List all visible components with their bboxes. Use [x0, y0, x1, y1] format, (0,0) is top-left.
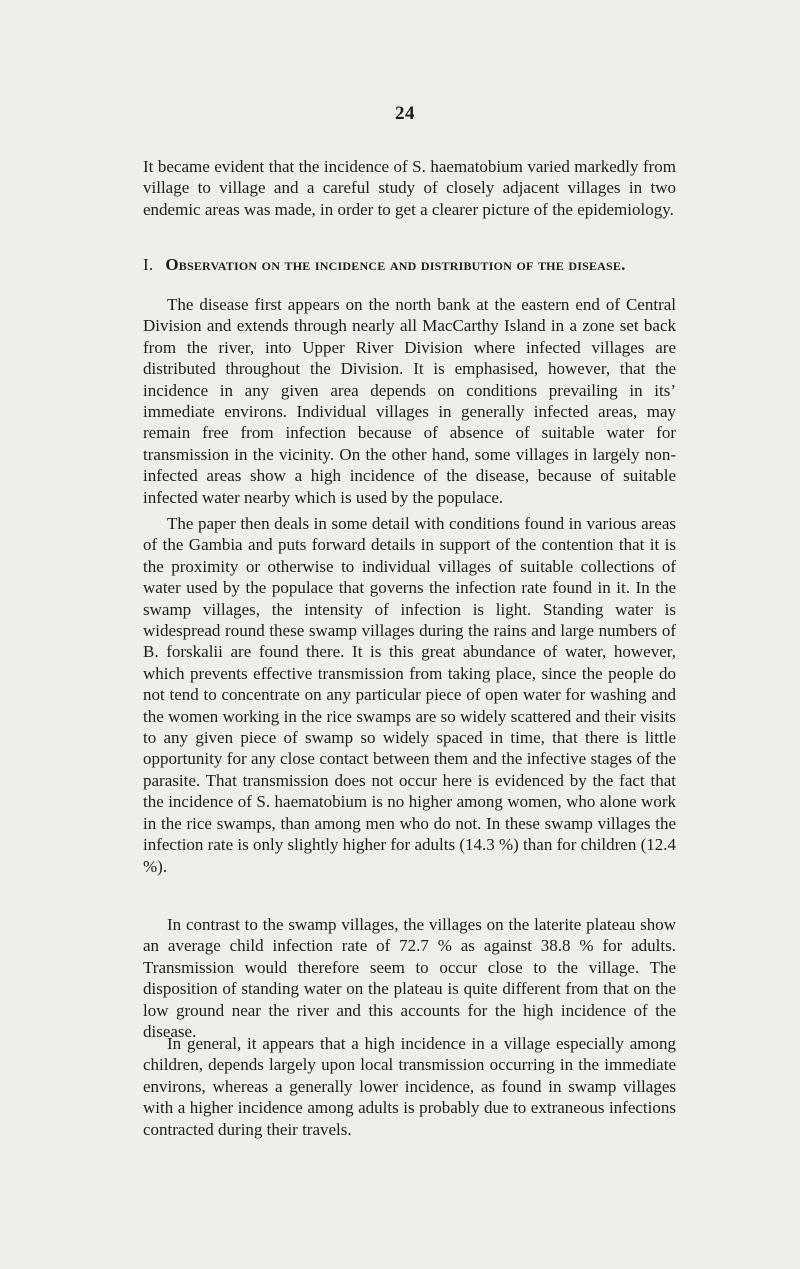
distribution-paragraph: The disease first appears on the north bank at the eastern end of Central Division and extends through nearly all MacCarthy Island in a zone set back from the river, into Upper River Division where infected villages are distributed throughout the Division. It is emphasised, however, that the incidence in any given area depends on conditions prevailing in its’ immediate environs. Individual villages in generally infected areas, may remain free from infection because of absence of suitable water for transmission in the vicinity. On the other hand, some villages in largely non-infected areas show a high incidence of the disease, because of suitable infected water nearby which is used by the populace.: [143, 295, 676, 507]
page-number: 24: [395, 103, 415, 124]
plateau-villages-paragraph: In contrast to the swamp villages, the villages on the laterite plateau show an average child infection rate of 72.7 % as against 38.8 % for adults. Transmission would therefore seem to occur close to the village. The disposition of standing water on the plateau is quite different from that on the low ground near the river and this accounts for the high incidence of the disease.: [143, 915, 676, 1042]
section-number: I.: [143, 255, 154, 274]
section-title: Observation on the incidence and distribution of the disease.: [165, 255, 626, 274]
conclusion-paragraph: In general, it appears that a high incidence in a village especially among children, depends largely upon local transmission occurring in the immediate environs, whereas a generally lower incidence, as found in swamp villages with a higher incidence among adults is probably due to extraneous infections contracted during their travels.: [143, 1034, 676, 1139]
intro-paragraph: It became evident that the incidence of S. haematobium varied markedly from village to village and a careful study of closely adjacent villages in two endemic areas was made, in order to get a clearer picture of the epidemiology.: [143, 157, 676, 219]
swamp-villages-paragraph: The paper then deals in some detail with conditions found in various areas of the Gambia and puts forward details in support of the contention that it is the proximity or otherwise to individual villages of suitable collections of water used by the populace that governs the infection rate found in it. In the swamp villages, the intensity of infection is light. Standing water is widespread round these swamp villages during the rains and large numbers of B. forskalii are found there. It is this great abundance of water, however, which prevents effective transmission from taking place, since the people do not tend to concentrate on any particular piece of open water for washing and the women working in the rice swamps are so widely scattered and their visits to any given piece of swamp so widely spaced in time, that there is little opportunity for any close contact between them and the infective stages of the parasite. That transmission does not occur here is evidenced by the fact that the incidence of S. haematobium is no higher among women, who alone work in the rice swamps, than among men who do not. In these swamp villages the infection rate is only slightly higher for adults (14.3 %) than for children (12.4 %).: [143, 514, 677, 876]
section-heading: [143, 254, 703, 275]
